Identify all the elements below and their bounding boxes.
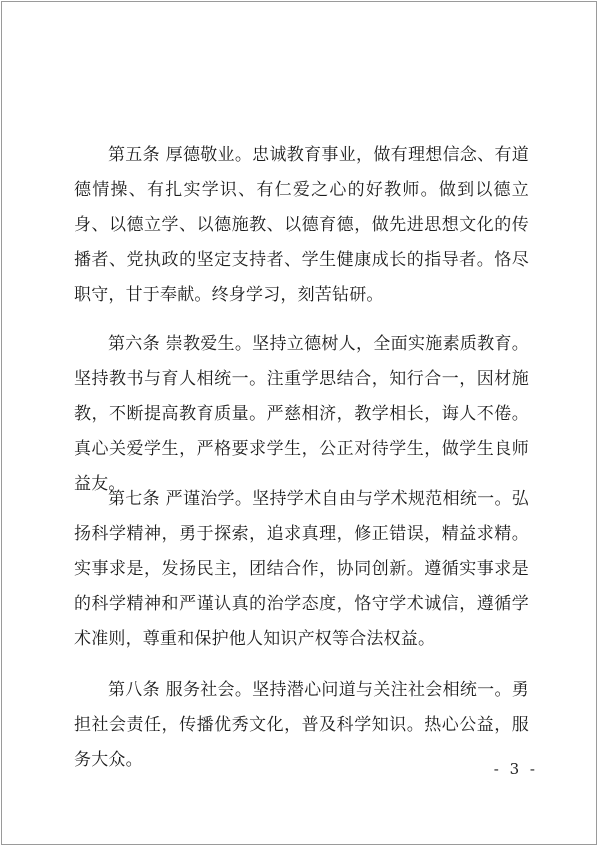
article-8: 第八条 服务社会。坚持潜心问道与关注社会相统一。勇担社会责任，传播优秀文化，普及科学知识。热心公益，服务大众。 — [74, 680, 529, 770]
article-5: 第五条 厚德敬业。忠诚教育事业，做有理想信念、有道德情操、有扎实学识、有仁爱之心的好教师。做到以德立身、以德立学、以德施教、以德育德，做先进思想文化的传播者、党执政的坚定支持者、学生健康成长的指导者。恪尽职守，甘于奉献。终身学习，刻苦钻研。 — [74, 145, 529, 305]
document-page — [1, 1, 597, 845]
article-7: 第七条 严谨治学。坚持学术自由与学术规范相统一。弘扬科学精神，勇于探索，追求真理，修正错误，精益求精。实事求是，发扬民主，团结合作，协同创新。遵循实事求是的科学精神和严谨认真的治学态度，恪守学术诚信，遵循学术准则，尊重和保护他人知识产权等合法权益。 — [74, 489, 529, 649]
page-number: - 3 - — [493, 760, 538, 778]
article-6: 第六条 崇教爱生。坚持立德树人，全面实施素质教育。坚持教书与育人相统一。注重学思结合，知行合一，因材施教，不断提高教育质量。严慈相济，教学相长，诲人不倦。真心关爱学生，严格要求学生，公正对待学生，做学生良师益友。 — [74, 334, 529, 494]
